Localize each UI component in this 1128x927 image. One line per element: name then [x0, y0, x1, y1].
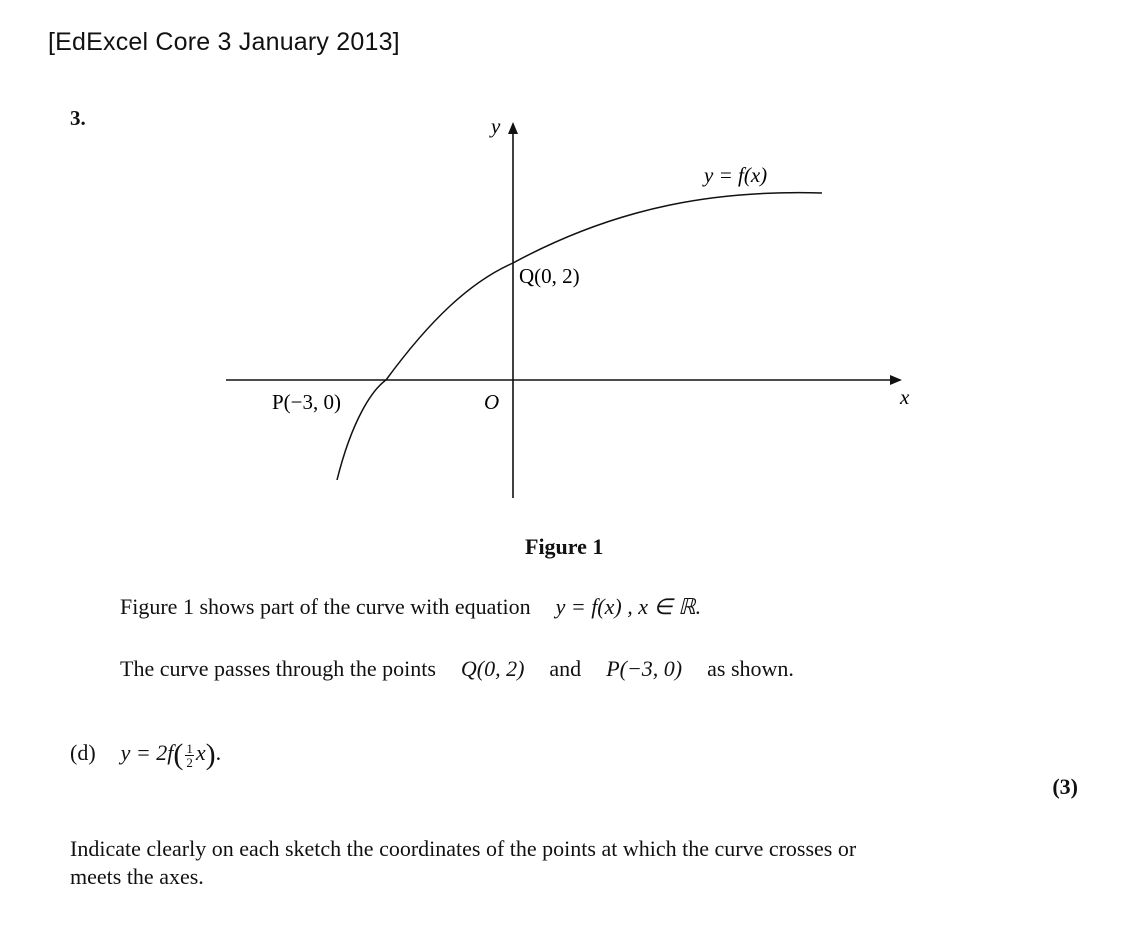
statement-line-2-text: The curve passes through the points	[120, 656, 436, 681]
part-d-equation-start: y = 2f	[120, 740, 174, 766]
part-d-variable: x	[195, 740, 206, 766]
part-d-label: (d)	[70, 740, 96, 766]
origin-label: O	[484, 390, 500, 414]
part-d-fraction-denominator: 2	[186, 754, 193, 770]
part-d-fraction	[185, 742, 194, 769]
statement-line-1	[120, 594, 701, 620]
part-d-fraction-numerator: 1	[186, 740, 193, 756]
statement-line-2-suffix: as shown.	[707, 656, 794, 681]
instruction-line-1: Indicate clearly on each sketch the coordinates of the points at which the curve crosses or	[70, 836, 857, 861]
instruction-line-2: meets the axes.	[70, 864, 204, 889]
figure-caption: Figure 1	[525, 534, 604, 559]
statement-and: and	[549, 656, 582, 681]
part-d-end: .	[215, 740, 222, 766]
curve-label: y = f(x)	[704, 163, 768, 187]
statement-line-1-equation: y = f(x) , x ∈ ℝ.	[555, 594, 702, 619]
point-p-label: P(−3, 0)	[272, 390, 342, 414]
statement-point-q: Q(0, 2)	[460, 656, 525, 681]
statement-point-p: P(−3, 0)	[606, 656, 683, 681]
statement-line-1-text: Figure 1 shows part of the curve with equation	[120, 594, 531, 619]
point-q-label: Q(0, 2)	[519, 264, 580, 288]
question-number: 3.	[70, 106, 86, 130]
statement-line-2	[120, 656, 794, 682]
marks-allocation: (3)	[1052, 774, 1078, 799]
part-d: (d) y = 2f( $\frac{1}{2}$ x).	[70, 738, 222, 771]
source-heading: [EdExcel Core 3 January 2013]	[48, 28, 400, 56]
y-axis-label: y	[491, 114, 501, 138]
curve-f	[337, 193, 822, 480]
x-axis-label: x	[900, 385, 910, 409]
